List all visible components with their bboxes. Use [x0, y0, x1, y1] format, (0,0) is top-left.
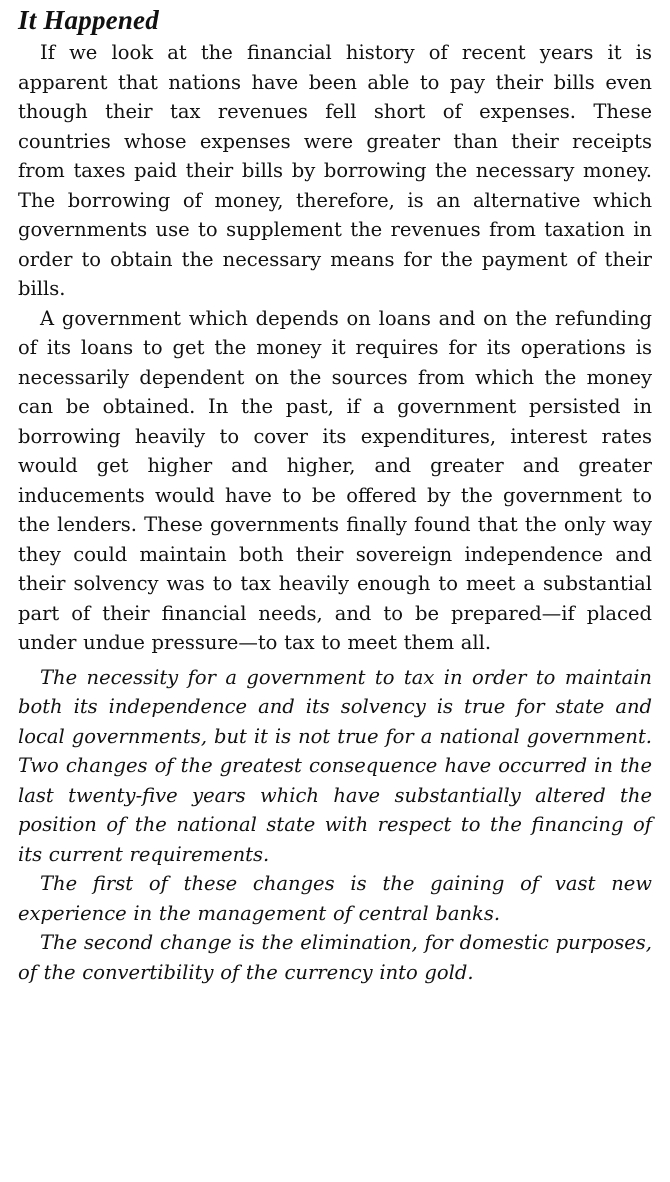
- paragraph-first-change: The first of these changes is the gaining of vast new experience in the management of central banks.: [18, 872, 652, 925]
- paragraph-second-change: The second change is the elimination, for domestic purposes, of the convertibility of the currency into gold.: [18, 931, 652, 984]
- paragraph-government-loans: A government which depends on loans and on the refunding of its loans to get the money it requires for its operations is necessarily dependent on the sources from which the money can be obtained. In the past, if a government persisted in borrowing heavily to cover its expenditures, interest rates would get higher and higher, and greater and greater inducements would have to be offered by the government to the lenders. These governments finally found that the only way they could maintain both their sovereign independence and their solvency was to tax heavily enough to meet a substantial part of their financial needs, and to be prepared—if placed under undue pressure—to tax to meet them all.: [18, 306, 652, 654]
- section-heading: It Happened: [18, 5, 159, 35]
- paragraph-financial-history: If we look at the financial history of recent years it is apparent that nations have been able to pay their bills even though their tax revenues fell short of expenses. These countries whose expenses were greater than their receipts from taxes paid their bills by borrowing the necessary money. The borrowing of money, therefore, is an alternative which governments use to supplement the revenues from taxation in order to obtain the necessary means for the payment of their bills.: [18, 41, 652, 300]
- paragraph-necessity-to-tax: The necessity for a government to tax in order to maintain both its independence and its solvency is true for state and local governments, but it is not true for a national government. Two changes of the greatest consequence have occurred in the last twenty-five years which have substantially altered the position of the national state with respect to the financing of its current requirements.: [18, 665, 652, 866]
